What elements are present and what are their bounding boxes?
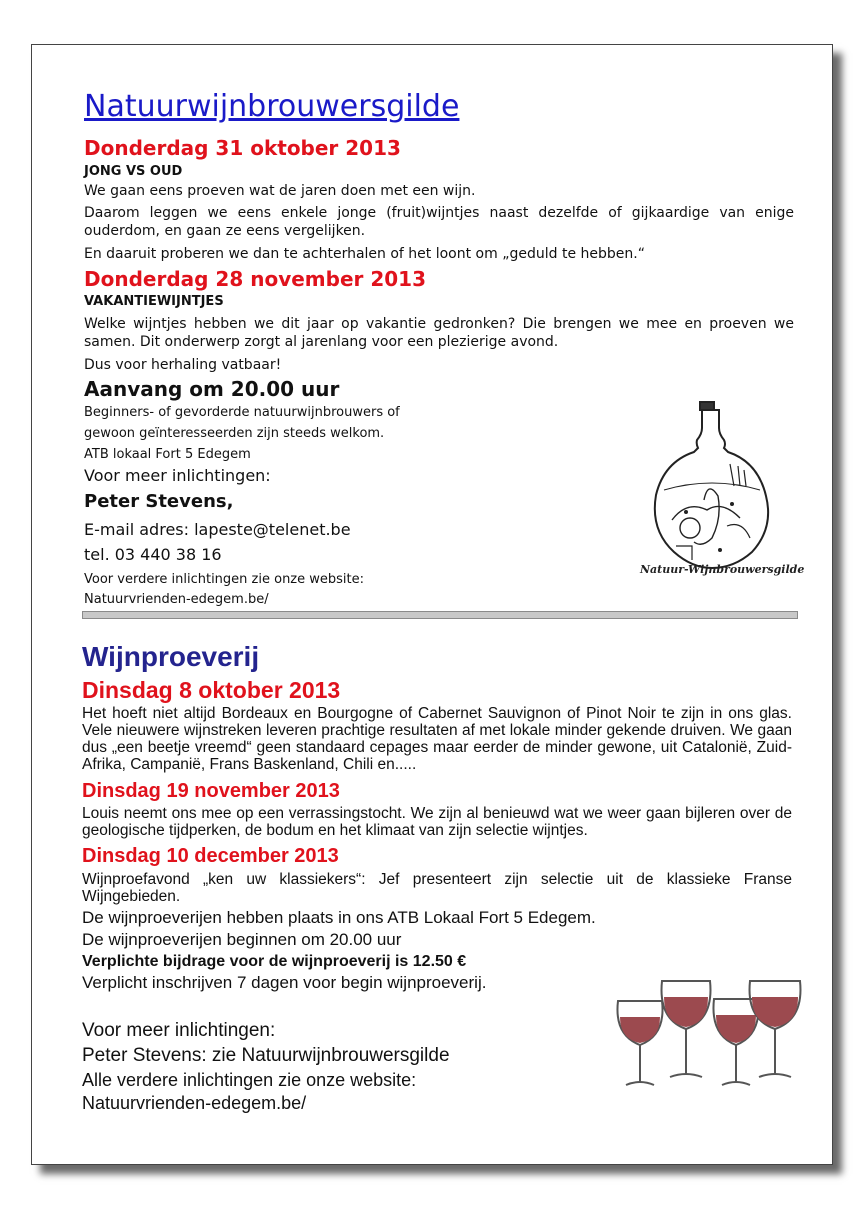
proeverij-fee: Verplichte bijdrage voor de wijnproeverij is 12.50 €: [82, 953, 467, 970]
proeverij-event1-paragraph: Het hoeft niet altijd Bordeaux en Bourgogne of Cabernet Sauvignon of Pinot Noir te zijn in ons glas. Vele nieuwere wijnstreken leveren prachtige resultaten af met lokale minder gekende druiven. We gaan dus „een beetje vreemd“ geen standaard cepages maar eerder de minder gewone, uit Catalonië, Zuid-Afrika, Campanië, Frans Baskenland, Chili en.....: [82, 705, 792, 773]
gilde-more-info: Voor meer inlichtingen:: [84, 466, 271, 485]
gilde-event2-date: Donderdag 28 november 2013: [84, 267, 427, 291]
wine-glasses-illustration: [610, 973, 810, 1093]
gilde-event1-line1: We gaan eens proeven wat de jaren doen met een wijn.: [84, 183, 476, 199]
gilde-event1-date: Donderdag 31 oktober 2013: [84, 136, 401, 160]
gilde-location: ATB lokaal Fort 5 Edegem: [84, 447, 251, 462]
bottle-caption: Natuur-Wijnbrouwersgilde: [640, 563, 805, 576]
wine-bottle-icon: [642, 400, 782, 585]
gilde-website-label: Voor verdere inlichtingen zie onze website:: [84, 572, 365, 587]
wine-bottle-illustration: [642, 400, 782, 585]
section-divider: [82, 611, 798, 619]
proeverij-place: De wijnproeverijen hebben plaats in ons ATB Lokaal Fort 5 Edegem.: [82, 908, 596, 927]
gilde-welcome-line2: gewoon geïnteresseerden zijn steeds welkom.: [84, 426, 385, 441]
proeverij-contact: Peter Stevens: zie Natuurwijnbrouwersgilde: [82, 1045, 450, 1066]
gilde-event2-subtitle: VAKANTIEWIJNTJES: [84, 294, 224, 309]
gilde-event1-subtitle: JONG VS OUD: [84, 164, 183, 179]
proeverij-registration: Verplicht inschrijven 7 dagen voor begin wijnproeverij.: [82, 973, 487, 992]
gilde-contact-name: Peter Stevens,: [84, 491, 234, 512]
gilde-event2-line3: Dus voor herhaling vatbaar!: [84, 357, 282, 373]
gilde-email[interactable]: E-mail adres: lapeste@telenet.be: [84, 520, 351, 539]
proeverij-website-label: Alle verdere inlichtingen zie onze website:: [82, 1070, 417, 1090]
gilde-event1-line3: En daaruit proberen we dan te achterhalen of het loont om „geduld te hebben.“: [84, 246, 645, 262]
wine-glasses-icon: [610, 973, 810, 1093]
flyer-page: [31, 44, 833, 1165]
gilde-phone: tel. 03 440 38 16: [84, 545, 222, 564]
proeverij-event3-date: Dinsdag 10 december 2013: [82, 845, 339, 867]
gilde-event1-paragraph: Daarom leggen we eens enkele jonge (fruit)wijntjes naast dezelfde of gijkaardige van enige ouderdom, en gaan ze eens vergelijken.: [84, 205, 794, 239]
proeverij-start-time: De wijnproeverijen beginnen om 20.00 uur: [82, 930, 402, 949]
proeverij-event2-paragraph: Louis neemt ons mee op een verrassingstocht. We zijn al benieuwd wat we weer gaan bijleren over de geologische tijdperken, de bodum en het klimaat van zijn selectie wijntjes.: [82, 805, 792, 839]
gilde-start-time: Aanvang om 20.00 uur: [84, 377, 340, 401]
gilde-website-link[interactable]: Natuurvrienden-edegem.be/: [84, 592, 269, 607]
proeverij-title: Wijnproeverij: [82, 641, 260, 672]
proeverij-event1-date: Dinsdag 8 oktober 2013: [82, 677, 341, 703]
proeverij-event3-paragraph: Wijnproefavond „ken uw klassiekers“: Jef presenteert zijn selectie uit de klassieke Franse Wijngebieden.: [82, 871, 792, 905]
gilde-welcome-line1: Beginners- of gevorderde natuurwijnbrouwers of: [84, 405, 400, 420]
proeverij-more-info: Voor meer inlichtingen:: [82, 1020, 276, 1041]
gilde-event2-paragraph: Welke wijntjes hebben we dit jaar op vakantie gedronken? Die brengen we mee en proeven we samen. Dit onderwerp zorgt al jarenlang voor een plezierige avond.: [84, 316, 794, 350]
proeverij-website-link[interactable]: Natuurvrienden-edegem.be/: [82, 1093, 307, 1113]
gilde-title: Natuurwijnbrouwersgilde: [84, 89, 460, 124]
proeverij-event2-date: Dinsdag 19 november 2013: [82, 780, 340, 802]
